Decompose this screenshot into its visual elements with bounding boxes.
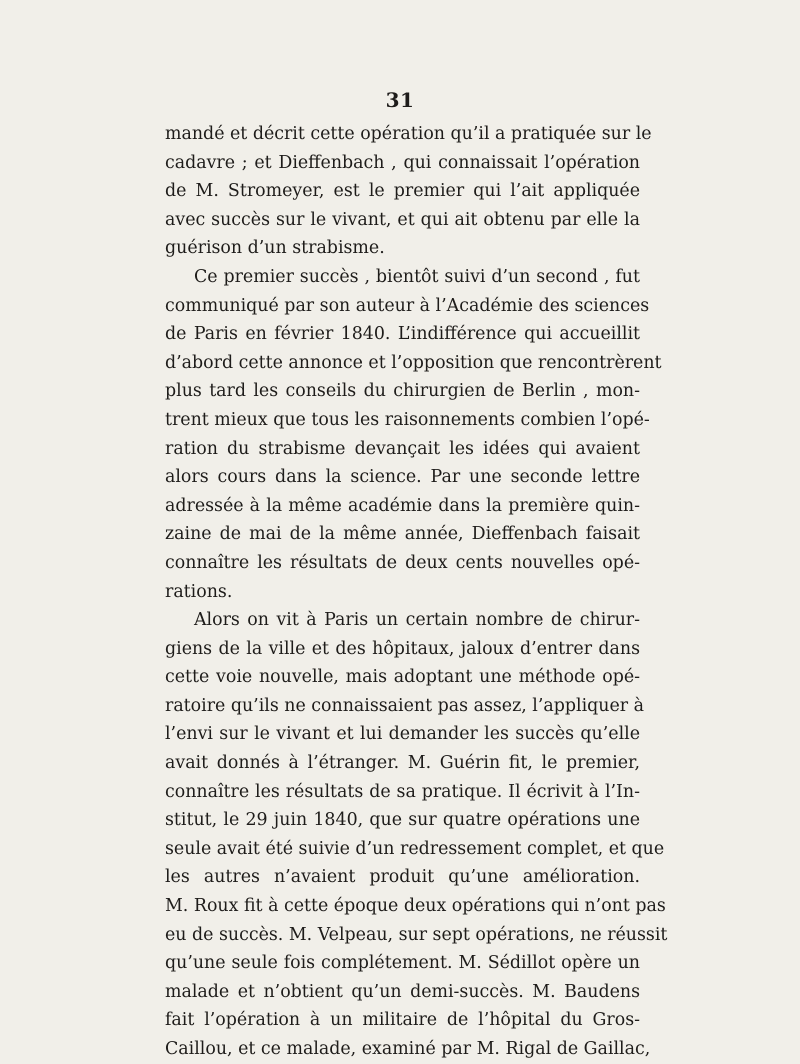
text-line: Ce premier succès , bientôt suivi d’un second , fut — [194, 266, 640, 287]
text-line: connaître les résultats de sa pratique. Il écrivit à l’In- — [165, 781, 640, 802]
text-line: mandé et décrit cette opération qu’il a pratiquée sur le — [165, 124, 652, 144]
text-line: fait l’opération à un militaire de l’hôpital du Gros- — [165, 1010, 640, 1031]
text-line: Caillou, et ce malade, examiné par M. Rigal de Gaillac, — [165, 1039, 651, 1059]
text-line: cadavre ; et Dieffenbach , qui connaissait l’opération — [165, 152, 640, 173]
text-line: de M. Stromeyer, est le premier qui l’ait appliquée — [165, 181, 640, 202]
text-line: d’abord cette annonce et l’opposition que rencontrèrent — [165, 352, 662, 373]
text-line: les autres n’avaient produit qu’une amélioration. — [165, 867, 640, 888]
text-line: zaine de mai de la même année, Dieffenbach faisait — [165, 524, 640, 545]
text-line: trent mieux que tous les raisonnements combien l’opé- — [165, 409, 650, 430]
text-line: connaître les résultats de deux cents nouvelles opé- — [165, 552, 640, 573]
text-line: plus tard les conseils du chirurgien de Berlin , mon- — [165, 381, 640, 402]
text-line: Alors on vit à Paris un certain nombre de chirur- — [194, 610, 640, 631]
text-line: adressée à la même académie dans la première quin- — [165, 495, 640, 516]
text-line: ration du strabisme devançait les idées qui avaient — [165, 438, 640, 459]
text-line: M. Roux fit à cette époque deux opérations qui n’ont pas — [165, 896, 666, 917]
text-line: giens de la ville et des hôpitaux, jaloux d’entrer dans — [165, 638, 640, 659]
text-line: avec succès sur le vivant, et qui ait obtenu par elle la — [165, 209, 640, 230]
text-line: rations. — [165, 581, 233, 602]
text-line: malade et n’obtient qu’un demi-succès. M. Baudens — [165, 981, 640, 1002]
text-line: seule avait été suivie d’un redressement complet, et que — [165, 838, 665, 859]
text-line: ratoire qu’ils ne connaissaient pas assez, l’appliquer à — [165, 695, 644, 716]
text-line: alors cours dans la science. Par une seconde lettre — [165, 467, 640, 488]
text-line: communiqué par son auteur à l’Académie des sciences — [165, 295, 650, 316]
body-text — [165, 120, 668, 1064]
text-line: stitut, le 29 juin 1840, que sur quatre opérations une — [165, 810, 640, 831]
text-line: qu’une seule fois complétement. M. Sédillot opère un — [165, 953, 640, 974]
page-number: 31 — [385, 88, 415, 112]
text-line: l’envi sur le vivant et lui demander les succès qu’elle — [165, 724, 640, 745]
text-line: cette voie nouvelle, mais adoptant une méthode opé- — [165, 667, 640, 688]
text-line: avait donnés à l’étranger. M. Guérin fit, le premier, — [165, 753, 640, 774]
text-line: de Paris en février 1840. L’indifférence qui accueillit — [165, 324, 640, 345]
text-line: guérison d’un strabisme. — [165, 238, 385, 259]
text-line: eu de succès. M. Velpeau, sur sept opérations, ne réussit — [165, 924, 668, 945]
